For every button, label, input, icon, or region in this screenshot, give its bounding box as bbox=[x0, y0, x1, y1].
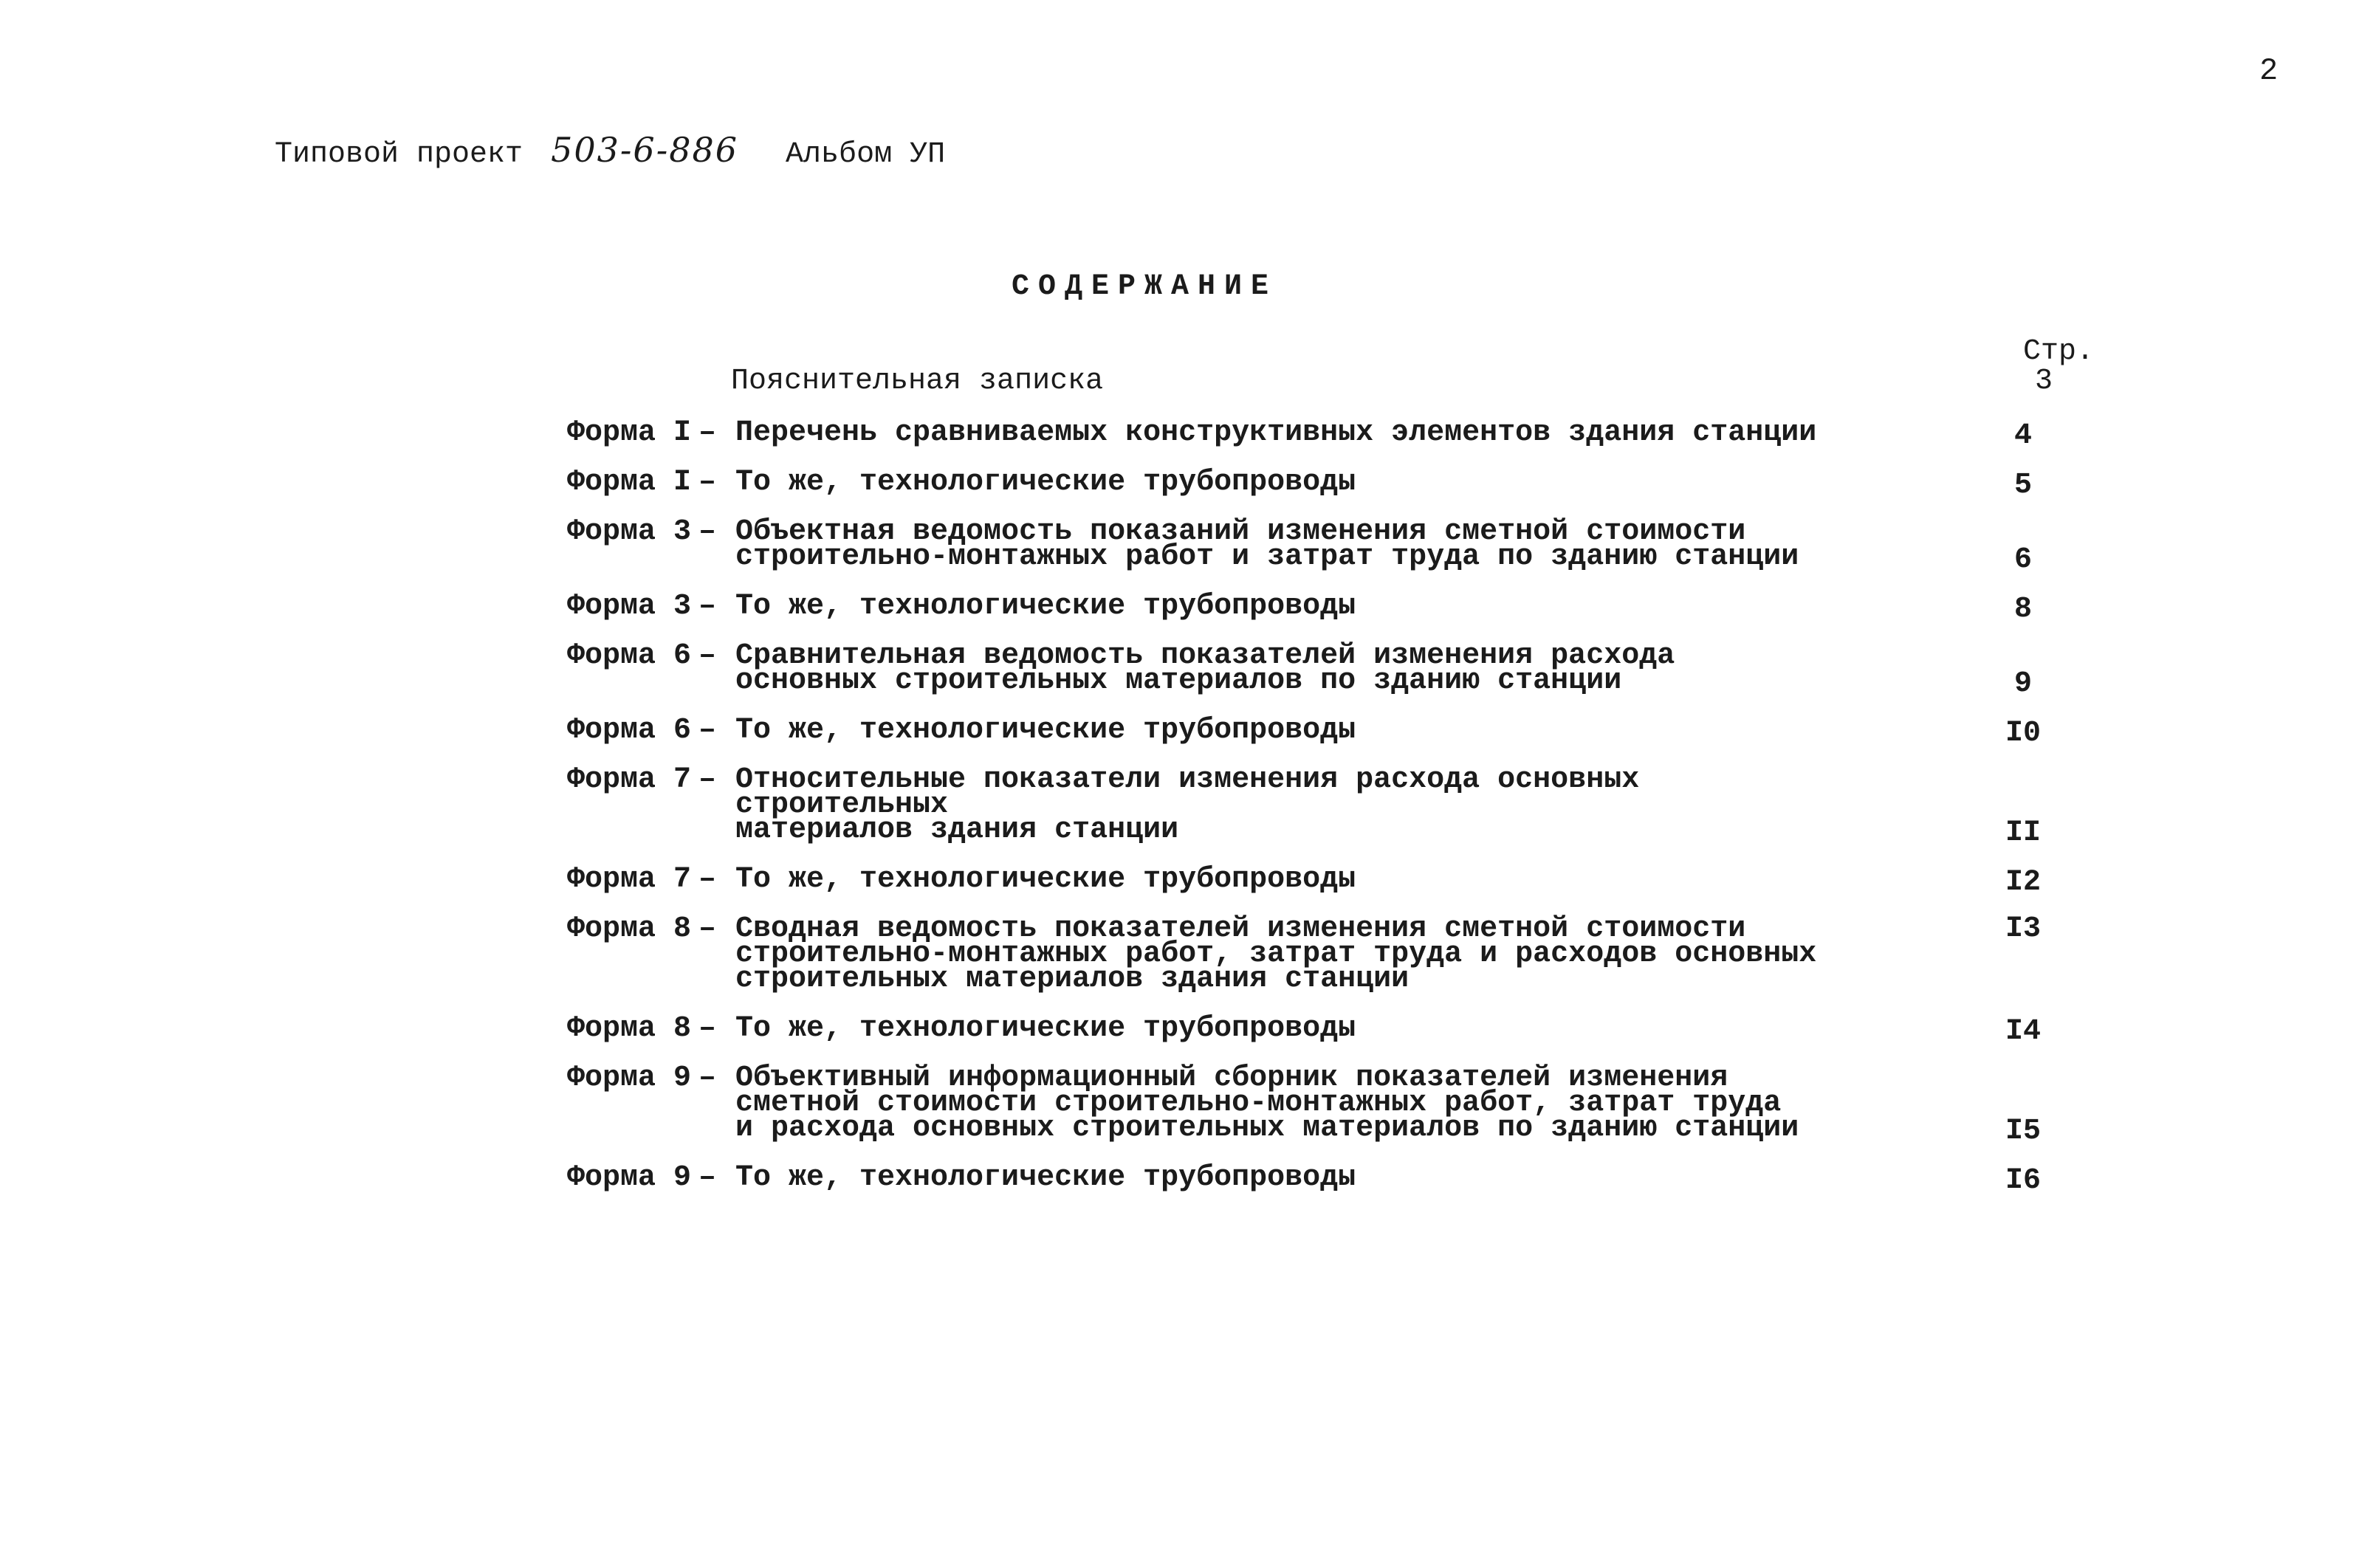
toc-form-label: Форма 9 bbox=[567, 1062, 692, 1095]
toc-form-label: Форма 6 bbox=[567, 639, 692, 673]
toc-dash: – bbox=[698, 466, 717, 499]
toc-description: То же, технологические трубопроводы bbox=[735, 466, 1356, 499]
toc-page-number: I6 bbox=[2005, 1164, 2041, 1197]
toc-entry bbox=[567, 1062, 2088, 1148]
toc-form-label: Форма 7 bbox=[567, 763, 692, 797]
toc-entry bbox=[567, 466, 2088, 502]
toc-description: То же, технологические трубопроводы bbox=[735, 590, 1356, 623]
toc-form-label: Форма 3 bbox=[567, 515, 692, 549]
toc-entry bbox=[567, 1012, 2088, 1048]
toc-form-label: Форма I bbox=[567, 416, 692, 450]
toc-form-label: Форма 6 bbox=[567, 714, 692, 747]
toc-entry bbox=[567, 863, 2088, 899]
toc-entry bbox=[567, 416, 2088, 453]
toc-description: Перечень сравниваемых конструктивных элементов здания станции bbox=[735, 416, 1817, 450]
toc-dash: – bbox=[698, 1062, 717, 1095]
toc-dash: – bbox=[698, 714, 717, 747]
toc-page-number: 8 bbox=[2013, 593, 2032, 626]
toc-description: Сравнительная ведомость показателей изменения расхода основных строительных материалов по зданию станции bbox=[735, 639, 1675, 698]
toc-form-label: Форма 9 bbox=[567, 1161, 692, 1194]
toc-description: Относительные показатели изменения расхода основных строительных материалов здания станции bbox=[735, 763, 1640, 847]
toc-dash: – bbox=[698, 639, 717, 673]
page-column-header: Стр. bbox=[2023, 335, 2095, 368]
toc-description: То же, технологические трубопроводы bbox=[735, 1012, 1356, 1045]
toc-page-number: I5 bbox=[2005, 1115, 2041, 1148]
project-code: 503-6-886 bbox=[551, 130, 739, 170]
table-of-contents bbox=[567, 416, 2088, 1215]
album-label: Альбом УП bbox=[786, 138, 946, 171]
toc-page-number: I4 bbox=[2005, 1015, 2041, 1048]
toc-page-number: II bbox=[2005, 816, 2041, 850]
intro-entry-page: 3 bbox=[2035, 365, 2053, 398]
toc-page-number: 9 bbox=[2013, 667, 2032, 701]
toc-page-number: I0 bbox=[2005, 717, 2041, 750]
toc-page-number: 5 bbox=[2013, 469, 2032, 502]
document-header bbox=[275, 130, 945, 171]
toc-description: То же, технологические трубопроводы bbox=[735, 1161, 1356, 1194]
toc-description: Сводная ведомость показателей изменения сметной стоимости строительно-монтажных работ, затрат труда и расходов основных строительных материалов здания станции bbox=[735, 912, 1817, 996]
project-label: Типовой проект bbox=[275, 138, 523, 171]
toc-dash: – bbox=[698, 515, 717, 549]
intro-entry-label: Пояснительная записка bbox=[731, 365, 1104, 398]
page-number: 2 bbox=[2259, 53, 2279, 89]
toc-dash: – bbox=[698, 863, 717, 896]
toc-entry bbox=[567, 1161, 2088, 1197]
toc-page-number: I3 bbox=[2005, 912, 2041, 946]
toc-form-label: Форма 3 bbox=[567, 590, 692, 623]
toc-description: То же, технологические трубопроводы bbox=[735, 863, 1356, 896]
toc-dash: – bbox=[698, 763, 717, 797]
toc-entry bbox=[567, 639, 2088, 701]
toc-entry bbox=[567, 714, 2088, 750]
toc-dash: – bbox=[698, 1161, 717, 1194]
toc-dash: – bbox=[698, 1012, 717, 1045]
toc-form-label: Форма I bbox=[567, 466, 692, 499]
contents-title: СОДЕРЖАНИЕ bbox=[1012, 270, 1278, 303]
toc-dash: – bbox=[698, 590, 717, 623]
toc-form-label: Форма 8 bbox=[567, 1012, 692, 1045]
toc-entry bbox=[567, 590, 2088, 626]
toc-description: Объектная ведомость показаний изменения сметной стоимости строительно-монтажных работ и затрат труда по зданию станции bbox=[735, 515, 1799, 574]
toc-entry bbox=[567, 515, 2088, 577]
toc-form-label: Форма 7 bbox=[567, 863, 692, 896]
toc-description: То же, технологические трубопроводы bbox=[735, 714, 1356, 747]
toc-description: Объективный информационный сборник показателей изменения сметной стоимости строительно-монтажных работ, затрат труда и расхода основных строительных материалов по зданию станции bbox=[735, 1062, 1799, 1145]
toc-entry bbox=[567, 763, 2088, 850]
toc-dash: – bbox=[698, 912, 717, 946]
toc-page-number: 4 bbox=[2013, 419, 2032, 453]
toc-page-number: 6 bbox=[2013, 543, 2032, 577]
toc-entry bbox=[567, 912, 2088, 996]
toc-dash: – bbox=[698, 416, 717, 450]
toc-form-label: Форма 8 bbox=[567, 912, 692, 946]
toc-page-number: I2 bbox=[2005, 866, 2041, 899]
